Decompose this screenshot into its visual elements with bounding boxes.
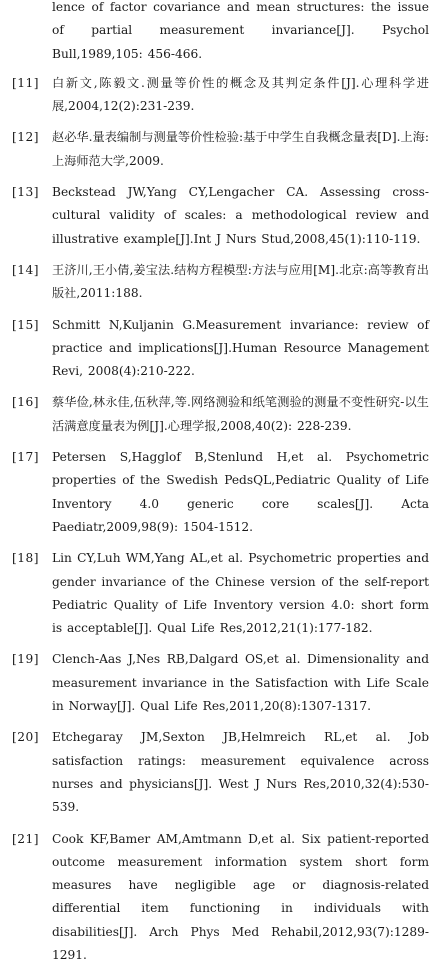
reference-item-16 [12,391,429,438]
reference-text: 赵必华.量表编制与测量等价性检验:基于中学生自我概念量表[D].上海:上海师范大学,2009. [52,126,429,173]
reference-continuation [12,0,429,66]
reference-text: Lin CY,Luh WM,Yang AL,et al. Psychometric properties and gender invariance of the Chinese version of the self-report Pediatric Quality of Life Inventory version 4.0: short form is acceptable[J]. Qual Life Res,2012,21(1):177-182. [52,547,429,640]
reference-number: [16] [12,391,50,414]
reference-item-19 [12,648,429,718]
reference-text: 王济川,王小倩,姜宝法.结构方程模型:方法与应用[M].北京:高等教育出版社,2011:188. [52,259,429,306]
reference-text: 白新文,陈毅文.测量等价性的概念及其判定条件[J].心理科学进展,2004,12(2):231-239. [52,72,429,119]
reference-item-14 [12,259,429,306]
reference-text: Etchegaray JM,Sexton JB,Helmreich RL,et al. Job satisfaction ratings: measurement equivalence across nurses and physicians[J]. West J Nurs Res,2010,32(4):530-539. [52,726,429,819]
reference-text: Petersen S,Hagglof B,Stenlund H,et al. Psychometric properties of the Swedish PedsQL,Pediatric Quality of Life Inventory 4.0 generic core scales[J]. Acta Paediatr,2009,98(9): 1504-1512. [52,446,429,539]
reference-text: Schmitt N,Kuljanin G.Measurement invariance: review of practice and implications[J].Human Resource Management Revi, 2008(4):210-222. [52,314,429,384]
reference-item-18 [12,547,429,640]
reference-item-13 [12,181,429,251]
reference-text: Beckstead JW,Yang CY,Lengacher CA. Assessing cross-cultural validity of scales: a methodological review and illustrative example[J].Int J Nurs Stud,2008,45(1):110-119. [52,181,429,251]
reference-item-21 [12,828,429,967]
reference-number: [17] [12,446,50,469]
reference-number: [15] [12,314,50,337]
reference-number: [21] [12,828,50,851]
reference-number: [13] [12,181,50,204]
reference-number: [11] [12,72,50,95]
reference-number: [14] [12,259,50,282]
reference-text: Clench-Aas J,Nes RB,Dalgard OS,et al. Dimensionality and measurement invariance in the Satisfaction with Life Scale in Norway[J]. Qual Life Res,2011,20(8):1307-1317. [52,648,429,718]
reference-item-17 [12,446,429,539]
reference-number: [18] [12,547,50,570]
reference-text: 蔡华俭,林永佳,伍秋萍,等.网络测验和纸笔测验的测量不变性研究-以生活满意度量表为例[J].心理学报,2008,40(2): 228-239. [52,391,429,438]
reference-text: lence of factor covariance and mean structures: the issue of partial measurement invariance[J]. Psychol Bull,1989,105: 456-466. [52,0,429,66]
reference-number: [12] [12,126,50,149]
reference-item-12 [12,126,429,173]
reference-text: Cook KF,Bamer AM,Amtmann D,et al. Six patient-reported outcome measurement information system short form measures have negligible age or diagnosis-related differential item functioning in individuals with disabilities[J]. Arch Phys Med Rehabil,2012,93(7):1289-1291. [52,828,429,967]
reference-item-11 [12,72,429,119]
reference-number: [20] [12,726,50,749]
reference-item-15 [12,314,429,384]
reference-item-20 [12,726,429,819]
reference-number: [19] [12,648,50,671]
